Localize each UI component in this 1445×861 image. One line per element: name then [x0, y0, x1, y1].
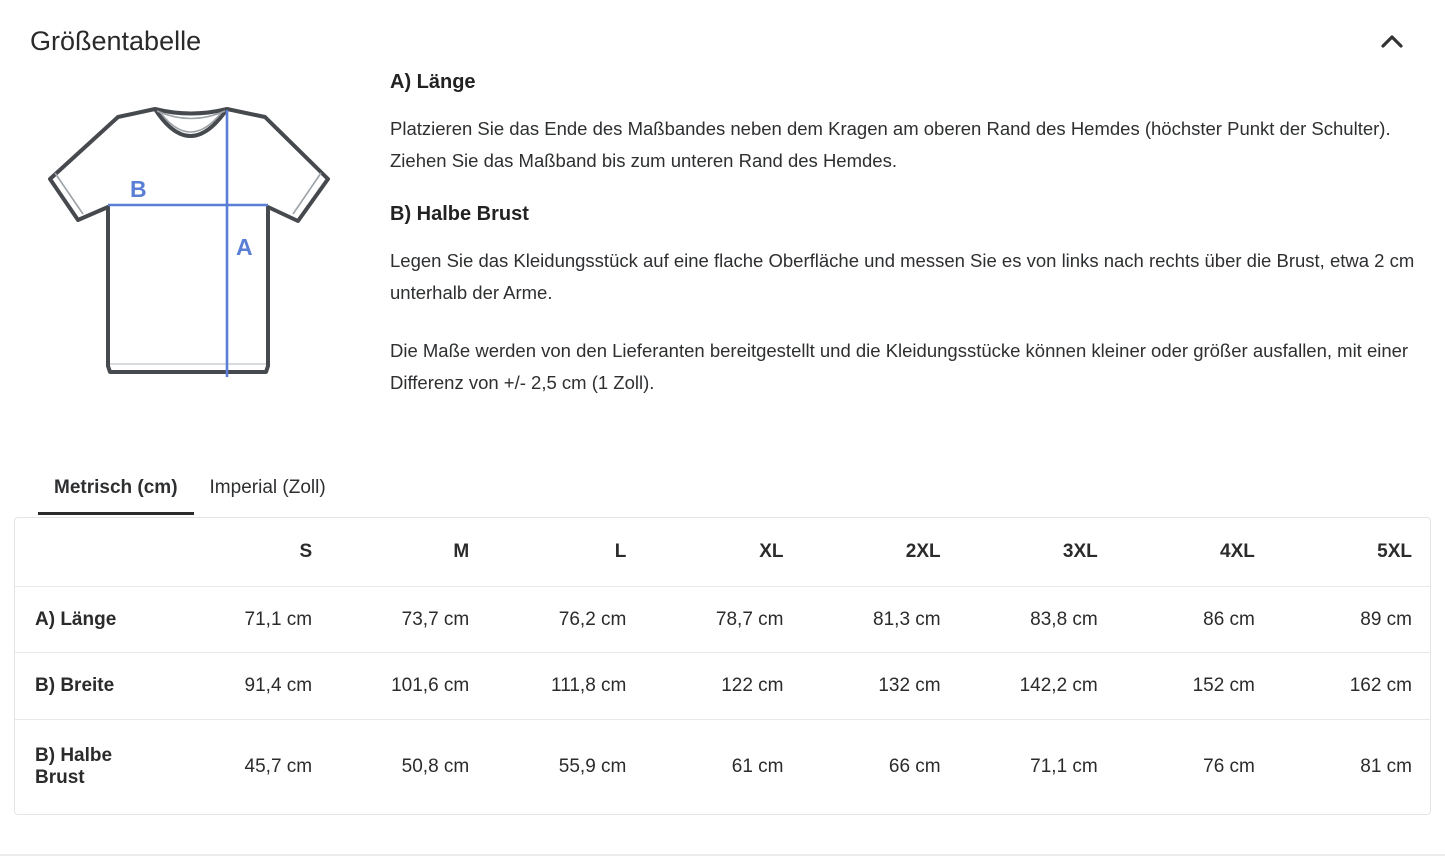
measurement-cell: 152 cm: [1116, 652, 1273, 719]
measurement-cell: 162 cm: [1273, 652, 1430, 719]
measurement-cell: 50,8 cm: [330, 719, 487, 814]
chevron-up-icon: [1379, 39, 1405, 54]
measurement-cell: 71,1 cm: [173, 586, 330, 652]
tshirt-outline: [50, 109, 328, 372]
measurement-cell: 66 cm: [802, 719, 959, 814]
measurement-cell: 76 cm: [1116, 719, 1273, 814]
page-title: Größentabelle: [30, 26, 202, 56]
measure-label-b: B: [130, 176, 147, 202]
size-column-header: 2XL: [905, 541, 941, 562]
measurement-cell: 111,8 cm: [487, 652, 644, 719]
measurement-cell: 122 cm: [644, 652, 801, 719]
size-table: [14, 517, 1431, 815]
row-label: B) Halbe Brust: [15, 719, 173, 814]
size-column-header: S: [299, 541, 313, 562]
size-column-header: 4XL: [1220, 541, 1255, 562]
measurement-cell: 89 cm: [1273, 586, 1430, 652]
table-row-halbe-brust: [15, 719, 1430, 814]
size-chart-header: [0, 0, 1445, 57]
measurement-cell: 61 cm: [644, 719, 801, 814]
row-label: A) Länge: [15, 586, 173, 652]
size-table-header-row: [15, 518, 1430, 586]
measurement-cell: 73,7 cm: [330, 586, 487, 652]
measurement-cell: 142,2 cm: [959, 652, 1116, 719]
measurement-cell: 91,4 cm: [173, 652, 330, 719]
measurement-cell: 81 cm: [1273, 719, 1430, 814]
size-column-header: 5XL: [1377, 541, 1412, 562]
measurement-cell: 101,6 cm: [330, 652, 487, 719]
size-chart-content: [0, 67, 1445, 425]
collapse-section-button[interactable]: [1375, 29, 1409, 55]
size-table-corner-cell: [15, 518, 173, 586]
size-column-header: 3XL: [1062, 541, 1098, 562]
section-b-text: Legen Sie das Kleidungsstück auf eine flache Oberfläche und messen Sie es von links nach rechts über die Brust, etwa 2 cm unterhalb der Arme.: [390, 250, 1415, 303]
table-row-laenge: [15, 586, 1430, 652]
section-a-title: A) Länge: [390, 71, 476, 93]
size-column-header: L: [614, 541, 627, 562]
size-column-header: M: [453, 541, 470, 562]
size-column-header: XL: [759, 541, 784, 562]
row-label: B) Breite: [15, 652, 173, 719]
tab-metric[interactable]: Metrisch (cm): [38, 467, 194, 515]
table-row-breite: [15, 652, 1430, 719]
measurement-cell: 78,7 cm: [644, 586, 801, 652]
measurement-cell: 81,3 cm: [802, 586, 959, 652]
tshirt-diagram-svg: [30, 69, 360, 399]
tolerance-disclaimer: Die Maße werden von den Lieferanten bereitgestellt und die Kleidungsstücke können kleiner oder größer ausfallen, mit einer Differenz von +/- 2,5 cm (1 Zoll).: [390, 340, 1409, 393]
section-divider: [0, 854, 1445, 856]
measure-label-a: A: [236, 234, 253, 260]
section-b-title: B) Halbe Brust: [390, 203, 529, 225]
measurement-cell: 71,1 cm: [959, 719, 1116, 814]
measurement-cell: 86 cm: [1116, 586, 1273, 652]
section-a-text: Platzieren Sie das Ende des Maßbandes neben dem Kragen am oberen Rand des Hemdes (höchster Punkt der Schulter). Ziehen Sie das Maßband bis zum unteren Rand des Hemdes.: [390, 118, 1391, 171]
measurement-cell: 76,2 cm: [487, 586, 644, 652]
measurement-cell: 83,8 cm: [959, 586, 1116, 652]
unit-tabs: [38, 467, 1445, 515]
measurement-cell: 132 cm: [802, 652, 959, 719]
measurement-cell: 45,7 cm: [173, 719, 330, 814]
tab-imperial[interactable]: Imperial (Zoll): [194, 467, 342, 515]
measurement-instructions: [390, 67, 1438, 425]
measurement-cell: 55,9 cm: [487, 719, 644, 814]
tshirt-measurement-diagram: [30, 69, 360, 425]
